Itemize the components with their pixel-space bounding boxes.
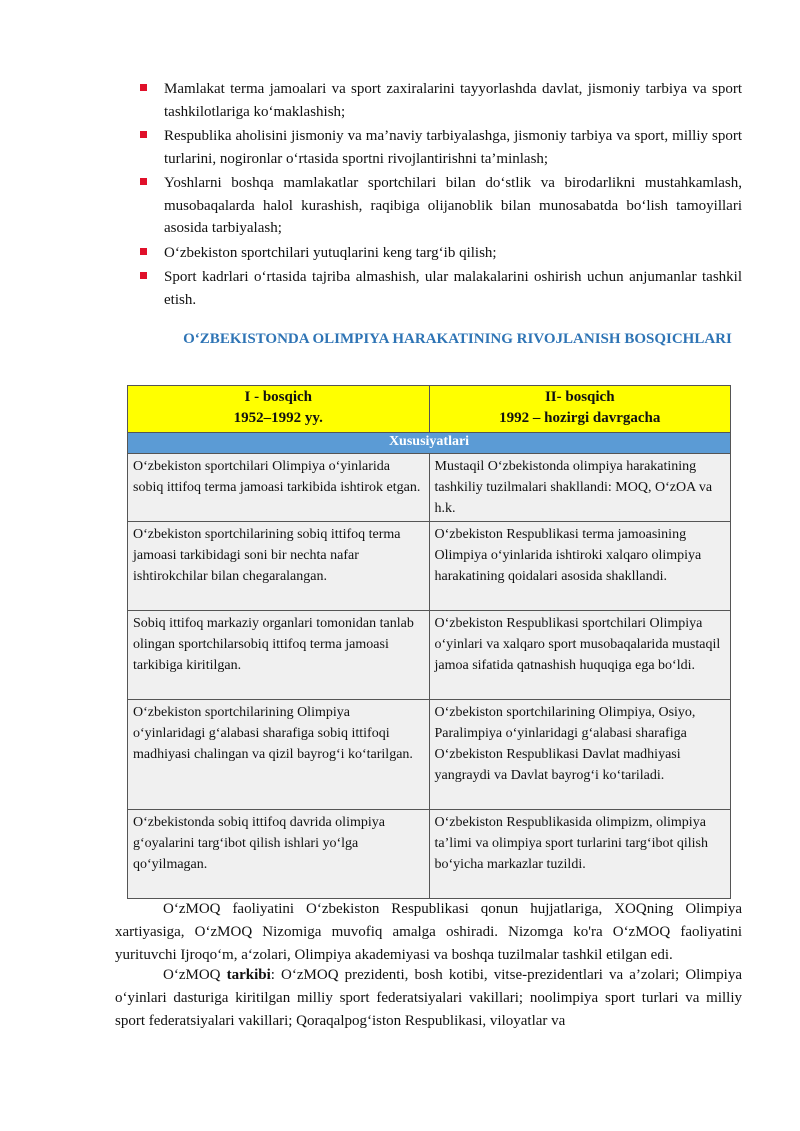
stage-2-title: II- bosqich (544, 389, 615, 405)
table-row (128, 700, 731, 810)
square-bullet-icon (140, 272, 147, 279)
stage-1-cell: O‘zbekiston sportchilarining Olimpiya o‘yinlaridagi g‘alabasi sharafiga sobiq ittifoqi madhiyasi chalingan va qizil bayrog‘i ko‘tarilgan. (128, 700, 430, 810)
body-paragraph (115, 898, 742, 967)
body-paragraph (115, 964, 742, 1033)
stage-1-cell: O‘zbekistonda sobiq ittifoq davrida olimpiya g‘oyalarini targ‘ibot qilish ishlari yo‘lga qo‘yilmagan. (128, 810, 430, 899)
stage-2-cell: O‘zbekiston Respublikasida olimpizm, olimpiya ta’limi va olimpiya sport turlarini targ‘ibot qilish bo‘yicha markazlar tuzildi. (429, 810, 731, 899)
list-item-text: Mamlakat terma jamoalari va sport zaxiralarini tayyorlashda davlat, jismoniy tarbiya va sport tashkilotlariga ko‘maklashish; (164, 81, 742, 120)
bold-term: tarkibi (226, 967, 271, 983)
table-row (128, 454, 731, 522)
stage-1-title: I - bosqich (244, 389, 313, 405)
stage-1-cell: O‘zbekiston sportchilarining sobiq ittifoq terma jamoasi tarkibidagi soni bir nechta nafar ishtirokchilar bilan chegaralangan. (128, 522, 430, 611)
table-row (128, 611, 731, 700)
section-heading: O‘ZBEKISTONDA OLIMPIYA HARAKATINING RIVOJLANISH BOSQICHLARI (183, 331, 732, 347)
stages-table (127, 385, 731, 899)
square-bullet-icon (140, 131, 147, 138)
list-item-text: O‘zbekiston sportchilari yutuqlarini keng targ‘ib qilish; (164, 244, 497, 261)
list-item-text: Sport kadrlari o‘rtasida tajriba almashish, ular malakalarini oshirish uchun anjumanlar tashkil etish. (164, 269, 742, 308)
stage-1-header (128, 386, 430, 433)
list-item (138, 266, 742, 311)
stage-2-cell: O‘zbekiston sportchilarining Olimpiya, Osiyo, Paralimpiya o‘yinlaridagi g‘alabasi sharafiga O‘zbekiston Respublikasi Davlat madhiyasi yangraydi va Davlat bayrog‘i ko‘tariladi. (429, 700, 731, 810)
list-item-text: Respublika aholisini jismoniy va ma’naviy tarbiyalashga, jismoniy tarbiya va sport, milliy sport turlarini, nogironlar o‘rtasida sportni rivojlantirishni ta’minlash; (164, 128, 742, 167)
list-item-text: Yoshlarni boshqa mamlakatlar sportchilari bilan do‘stlik va birodarlikni mustahkamlash, musobaqalarda halol kurashish, raqibiga olijanoblik bilan munosabatda bo‘lish tamoyillari asosida tarbiyalash; (164, 175, 742, 236)
stage-2-header (429, 386, 731, 433)
stage-2-period: 1992 – hozirgi davrgacha (499, 410, 661, 426)
stage-1-cell: Sobiq ittifoq markaziy organlari tomonidan tanlab olingan sportchilarsobiq ittifoq terma jamoasi tarkibiga kiritilgan. (128, 611, 430, 700)
table-header-row (128, 386, 731, 433)
list-item (138, 78, 742, 123)
table-row (128, 522, 731, 611)
features-subheader: Xususiyatlari (128, 433, 731, 454)
stage-1-cell: O‘zbekiston sportchilari Olimpiya o‘yinlarida sobiq ittifoq terma jamoasi tarkibida ishtirok etgan. (128, 454, 430, 522)
square-bullet-icon (140, 178, 147, 185)
stage-1-period: 1952–1992 yy. (233, 410, 323, 426)
paragraph-text: O‘zMOQ faoliyatini O‘zbekiston Respublikasi qonun hujjatlariga, XOQning Olimpiya xartiyasiga, O‘zMOQ Nizomiga muvofiq amalga oshiradi. Nizomga ko'ra O‘zMOQ faoliyatini yurituvchi Ijroqo‘m, a‘zolari, Olimpiya akademiyasi va boshqa tuzilmalar tashkil etilgan edi. (115, 901, 742, 963)
paragraph-text: O‘zMOQ (163, 967, 227, 983)
table-row (128, 810, 731, 899)
list-item (138, 172, 742, 240)
square-bullet-icon (140, 248, 147, 255)
stage-2-cell: Mustaqil O‘zbekistonda olimpiya harakatining tashkiliy tuzilmalari shakllandi: MOQ, O‘zOA va h.k. (429, 454, 731, 522)
paragraph-text: : O‘zMOQ prezidenti, bosh kotibi, vitse-prezidentlari va a’zolari; Olimpiya o‘yinlari dasturiga kiritilgan milliy sport federatsiyalari vakillari; noolimpiya sport turlari va milliy sport federatsiyalari vakillari; Qoraqalpog‘iston Respublikasi, viloyatlar va (115, 967, 742, 1029)
square-bullet-icon (140, 84, 147, 91)
list-item (138, 242, 742, 265)
stage-2-cell: O‘zbekiston Respublikasi terma jamoasining Olimpiya o‘yinlarida ishtiroki xalqaro olimpiya harakatining qoidalari asosida shakllandi. (429, 522, 731, 611)
goals-bullet-list (138, 78, 742, 313)
list-item (138, 125, 742, 170)
stage-2-cell: O‘zbekiston Respublikasi sportchilari Olimpiya o‘yinlari va xalqaro sport musobaqalarida mustaqil jamoa sifatida qatnashish huquqiga ega bo‘ldi. (429, 611, 731, 700)
table-subheader-row (128, 433, 731, 454)
